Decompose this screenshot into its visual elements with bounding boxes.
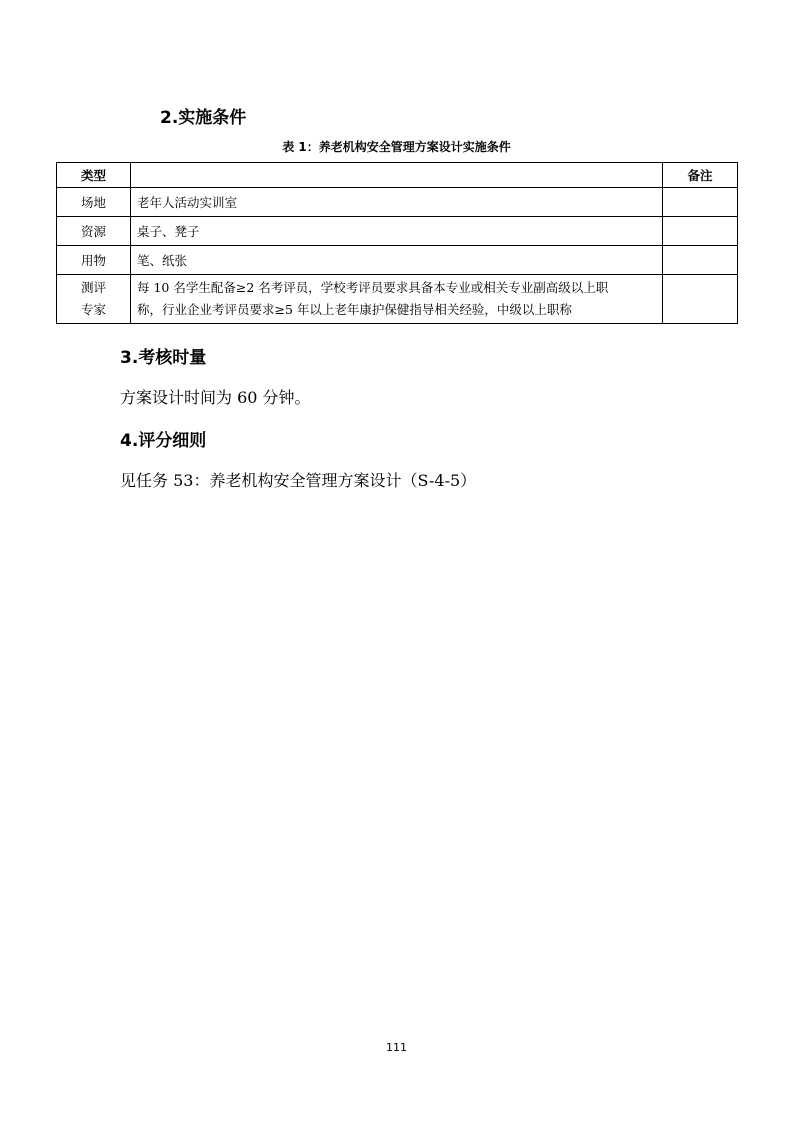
section-3-title: 3.考核时量 <box>120 348 207 368</box>
table-row <box>57 246 738 275</box>
expert-type-cell <box>57 275 131 324</box>
row-content-cell: 桌子、凳子 <box>131 217 663 246</box>
row-note-cell <box>663 188 738 217</box>
expert-type-line-1: 测评 <box>80 280 106 295</box>
table-row-experts <box>57 275 738 324</box>
expert-content-line-1: 每 10 名学生配备≥2 名考评员，学校考评员要求具备本专业或相关专业副高级以上职 <box>137 280 609 295</box>
table-caption: 表 1：养老机构安全管理方案设计实施条件 <box>282 140 511 154</box>
section-4-title: 4.评分细则 <box>120 431 207 451</box>
row-content-cell: 笔、纸张 <box>131 246 663 275</box>
table-row <box>57 217 738 246</box>
row-note-cell <box>663 217 738 246</box>
implementation-conditions-table <box>56 162 738 324</box>
row-type-cell: 场地 <box>57 188 131 217</box>
section-4-body: 见任务 53：养老机构安全管理方案设计（S-4-5） <box>120 471 477 490</box>
section-2-title: 2.实施条件 <box>160 108 247 128</box>
table-row <box>57 188 738 217</box>
header-content <box>131 163 663 188</box>
expert-note-cell <box>663 275 738 324</box>
page-number: 111 <box>386 1041 407 1054</box>
row-content-cell: 老年人活动实训室 <box>131 188 663 217</box>
table-header-row <box>57 163 738 188</box>
row-type-cell: 用物 <box>57 246 131 275</box>
section-3-body: 方案设计时间为 60 分钟。 <box>120 388 311 407</box>
row-note-cell <box>663 246 738 275</box>
expert-type-line-2: 专家 <box>80 302 106 317</box>
header-type: 类型 <box>57 163 131 188</box>
row-type-cell: 资源 <box>57 217 131 246</box>
expert-content-line-2: 称，行业企业考评员要求≥5 年以上老年康护保健指导相关经验，中级以上职称 <box>137 302 572 317</box>
expert-content-cell <box>131 275 663 324</box>
header-note: 备注 <box>663 163 738 188</box>
